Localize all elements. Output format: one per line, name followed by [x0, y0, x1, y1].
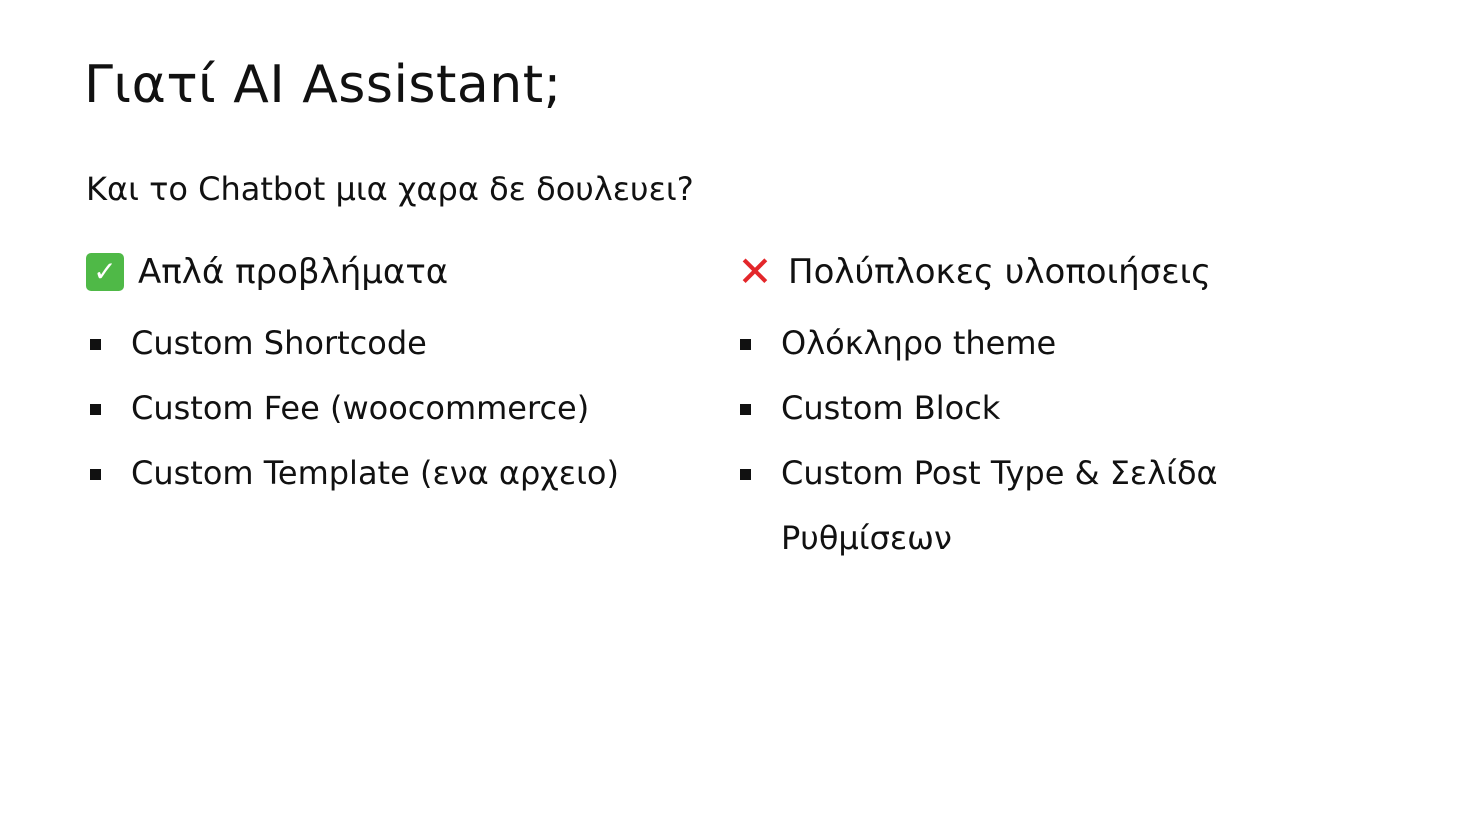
- right-column-list: [736, 311, 1356, 571]
- list-item-text: Custom Post Type & Σελίδα Ρυθμίσεων: [781, 453, 1218, 557]
- list-item: [86, 441, 686, 506]
- list-item: [86, 376, 686, 441]
- check-mark-icon: ✓: [86, 253, 124, 291]
- square-bullet-icon: [740, 339, 751, 350]
- list-item-text: Custom Fee (woocommerce): [131, 388, 590, 427]
- slide-subtitle: Και το Chatbot μια χαρα δε δουλευει?: [86, 170, 694, 208]
- square-bullet-icon: [90, 339, 101, 350]
- slide-title: Γιατί AI Assistant;: [84, 55, 562, 115]
- left-column-list: [86, 311, 686, 506]
- left-column-heading: [86, 252, 686, 293]
- square-bullet-icon: [90, 469, 101, 480]
- left-column: [86, 252, 686, 506]
- list-item: [736, 441, 1356, 571]
- square-bullet-icon: [90, 404, 101, 415]
- cross-mark-icon: ✕: [737, 247, 773, 297]
- list-item-text: Ολόκληρο theme: [781, 323, 1057, 362]
- square-bullet-icon: [740, 469, 751, 480]
- list-item-text: Custom Shortcode: [131, 323, 427, 362]
- right-column: [736, 247, 1356, 571]
- right-column-heading: [736, 247, 1356, 297]
- list-item-text: Custom Template (ενα αρχειο): [131, 453, 619, 492]
- list-item: [86, 311, 686, 376]
- right-column-heading-text: Πολύπλοκες υλοποιήσεις: [788, 252, 1212, 292]
- list-item-text: Custom Block: [781, 388, 1001, 427]
- square-bullet-icon: [740, 404, 751, 415]
- list-item: [736, 376, 1356, 441]
- left-column-heading-text: Απλά προβλήματα: [138, 252, 449, 292]
- list-item: [736, 311, 1356, 376]
